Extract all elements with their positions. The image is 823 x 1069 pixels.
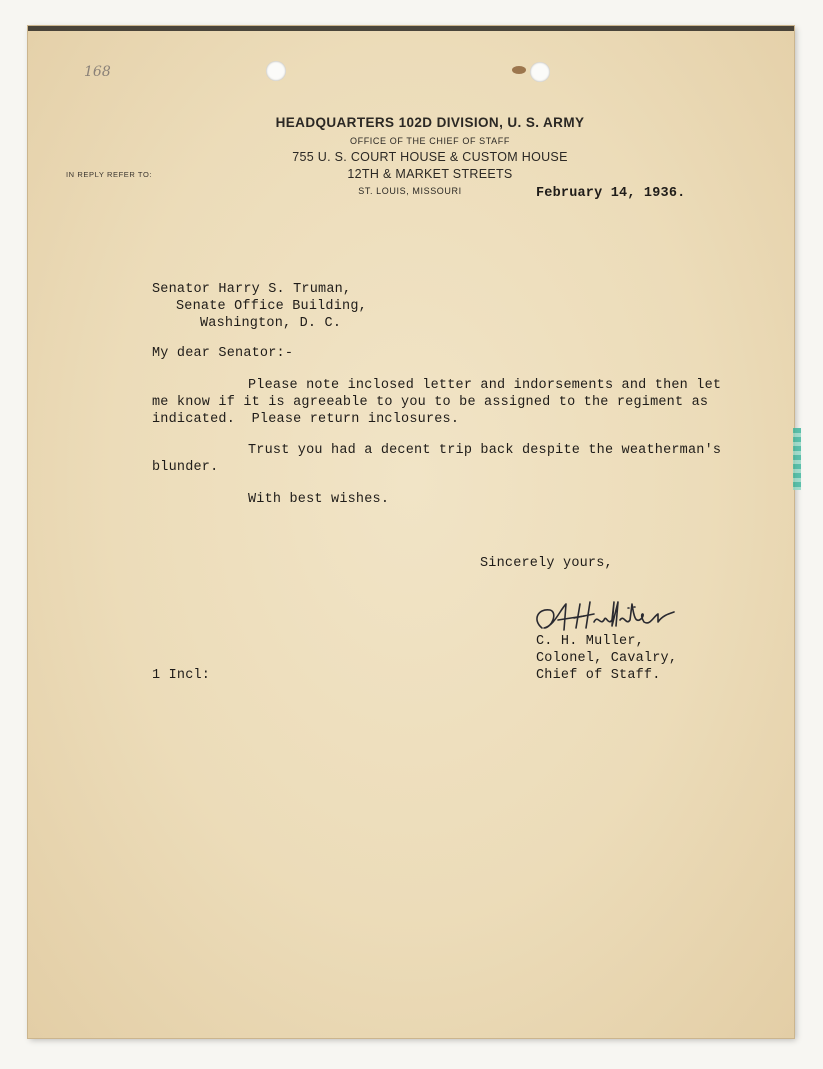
punch-hole-left: [266, 61, 286, 81]
body-paragraph-1-line-1: Please note inclosed letter and indorsements and then let: [248, 378, 722, 393]
signer-rank: Colonel, Cavalry,: [536, 651, 678, 666]
letterhead-address-line1: 755 U. S. COURT HOUSE & CUSTOM HOUSE: [292, 150, 568, 164]
body-paragraph-1-line-2: me know if it is agreeable to you to be assigned to the regiment as: [152, 395, 709, 410]
complimentary-closing: Sincerely yours,: [480, 556, 613, 571]
recipient-city: Washington, D. C.: [200, 316, 342, 331]
pencil-annotation: 168: [84, 64, 111, 80]
enclosure-note: 1 Incl:: [152, 668, 211, 683]
ink-stain: [512, 66, 526, 74]
letterhead-address-line2: 12TH & MARKET STREETS: [347, 167, 513, 181]
punch-hole-right: [530, 62, 550, 82]
letter-date: February 14, 1936.: [536, 186, 686, 201]
body-paragraph-2-line-1: Trust you had a decent trip back despite the weatherman's: [248, 443, 722, 458]
reply-refer-label: IN REPLY REFER TO:: [66, 170, 153, 179]
body-paragraph-2-line-2: blunder.: [152, 460, 219, 475]
body-paragraph-3: With best wishes.: [248, 492, 390, 507]
letterhead-office: OFFICE OF THE CHIEF OF STAFF: [350, 136, 510, 146]
recipient-building: Senate Office Building,: [176, 299, 367, 314]
letterhead-city: ST. LOUIS, MISSOURI: [358, 186, 462, 196]
page-top-edge: [28, 26, 794, 31]
signer-title: Chief of Staff.: [536, 668, 661, 683]
salutation: My dear Senator:-: [152, 346, 294, 361]
signer-name: C. H. Muller,: [536, 634, 644, 649]
body-paragraph-1-line-3: indicated. Please return inclosures.: [152, 412, 460, 427]
letterhead-title: HEADQUARTERS 102D DIVISION, U. S. ARMY: [275, 115, 585, 130]
handwritten-signature: [528, 598, 688, 638]
recipient-name: Senator Harry S. Truman,: [152, 282, 352, 297]
side-tab-marker: [793, 428, 801, 490]
